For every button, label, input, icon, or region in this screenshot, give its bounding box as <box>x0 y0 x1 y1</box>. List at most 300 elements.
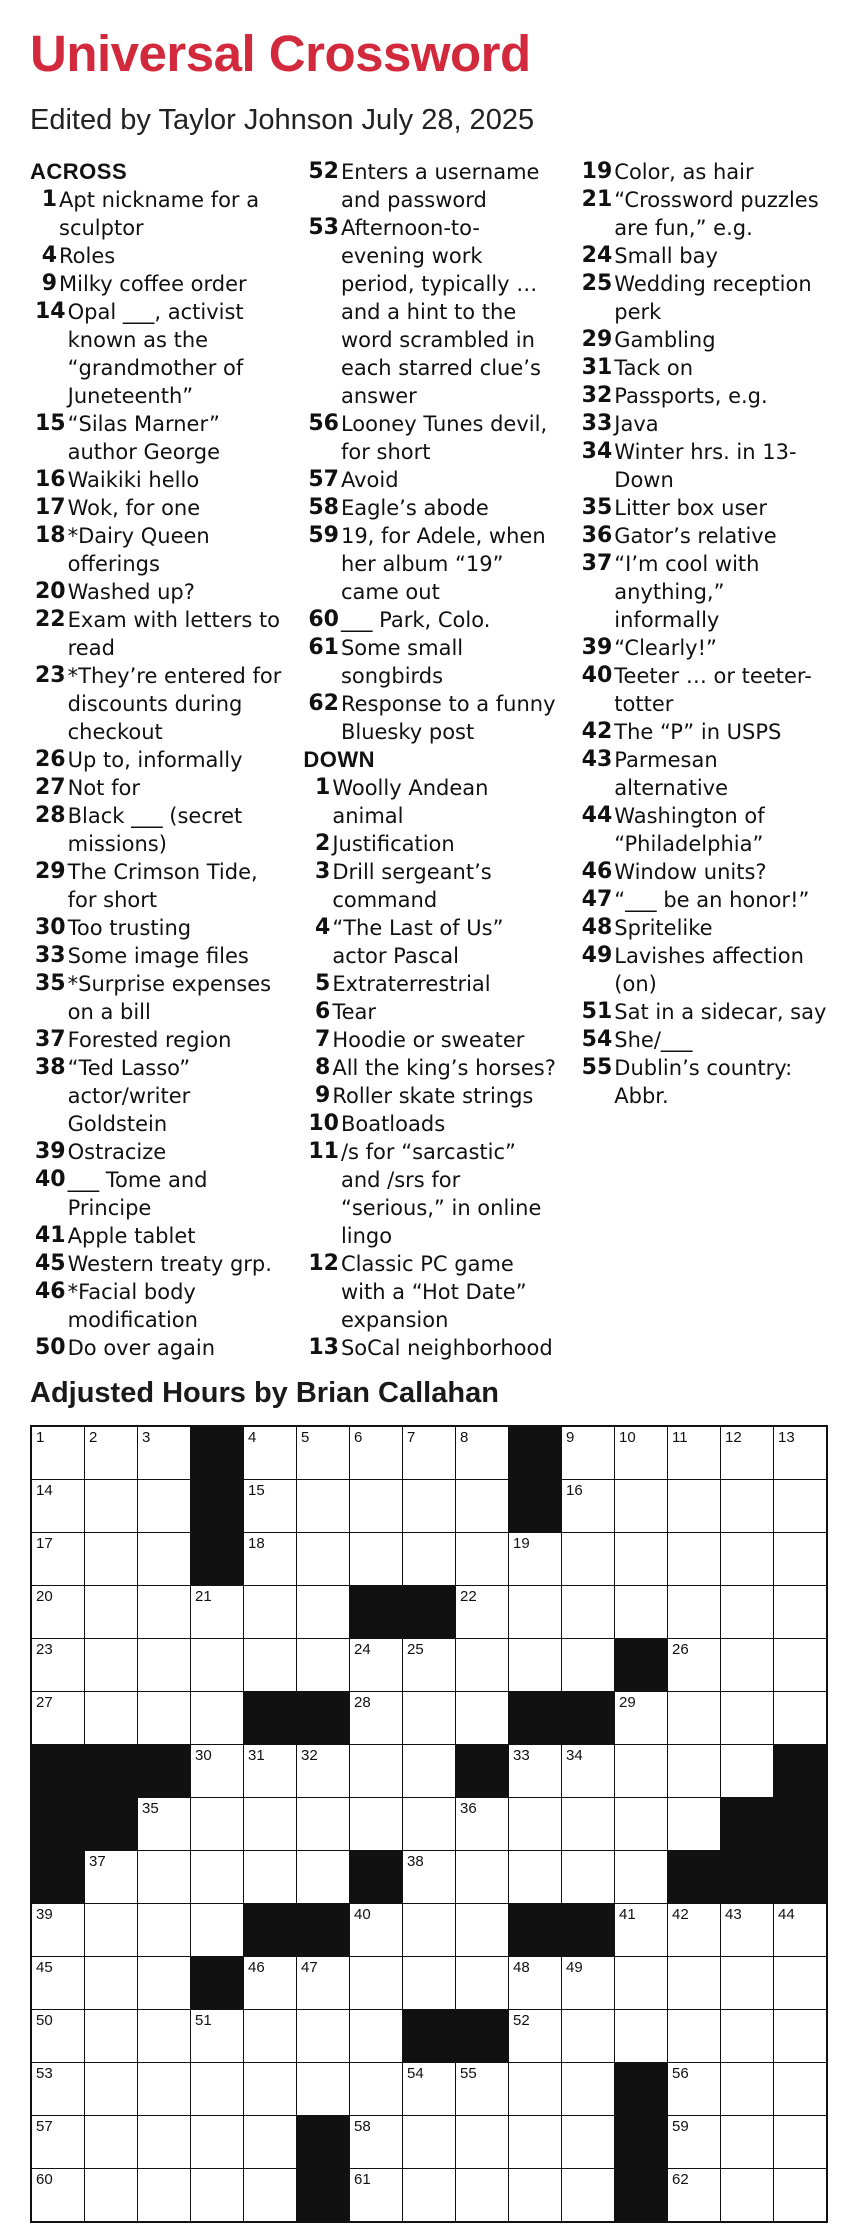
grid-cell[interactable] <box>668 2063 720 2115</box>
across-clue[interactable] <box>30 270 283 298</box>
grid-cell[interactable] <box>85 1586 137 1638</box>
grid-cell[interactable] <box>297 2010 349 2062</box>
grid-cell[interactable] <box>668 1586 720 1638</box>
grid-cell[interactable] <box>509 1798 561 1850</box>
grid-cell[interactable] <box>191 1586 243 1638</box>
grid-cell[interactable] <box>85 2116 137 2168</box>
grid-cell[interactable] <box>721 1480 773 1532</box>
grid-cell[interactable] <box>456 1427 508 1479</box>
down-clue[interactable] <box>577 858 830 886</box>
grid-cell[interactable] <box>350 2010 402 2062</box>
grid-cell[interactable] <box>350 1427 402 1479</box>
across-clue[interactable] <box>303 466 556 494</box>
across-clue[interactable] <box>30 914 283 942</box>
down-clue[interactable] <box>577 186 830 242</box>
grid-cell[interactable] <box>774 2063 826 2115</box>
grid-cell[interactable] <box>138 2010 190 2062</box>
grid-cell[interactable] <box>403 1745 455 1797</box>
clue-number: 2 <box>315 831 331 856</box>
grid-cell[interactable] <box>32 1480 84 1532</box>
across-clue[interactable] <box>30 522 283 578</box>
down-clue[interactable] <box>303 1334 556 1362</box>
clue-text: Extraterrestrial <box>332 972 491 996</box>
grid-cell[interactable] <box>138 1904 190 1956</box>
down-clue[interactable] <box>303 1054 556 1082</box>
grid-cell[interactable] <box>774 1957 826 2009</box>
grid-cell[interactable] <box>350 1745 402 1797</box>
across-clue[interactable] <box>30 1250 283 1278</box>
grid-cell[interactable] <box>32 1957 84 2009</box>
grid-cell[interactable] <box>562 1798 614 1850</box>
grid-cell[interactable] <box>615 1745 667 1797</box>
down-clue[interactable] <box>577 270 830 326</box>
clue-number: 41 <box>35 1223 66 1248</box>
grid-cell[interactable] <box>350 1957 402 2009</box>
grid-cell[interactable] <box>297 1533 349 1585</box>
grid-cell[interactable] <box>138 2169 190 2221</box>
grid-cell[interactable] <box>32 1427 84 1479</box>
grid-cell[interactable] <box>403 2169 455 2221</box>
across-clue[interactable] <box>303 214 556 410</box>
grid-cell[interactable] <box>721 2169 773 2221</box>
grid-cell[interactable] <box>191 1798 243 1850</box>
grid-cell[interactable] <box>456 2116 508 2168</box>
clue-number: 50 <box>35 1335 66 1360</box>
down-clue[interactable] <box>577 802 830 858</box>
clue-text: Wok, for one <box>67 496 201 520</box>
grid-cell[interactable] <box>721 1692 773 1744</box>
grid-cell[interactable] <box>456 2169 508 2221</box>
grid-cell[interactable] <box>403 1692 455 1744</box>
grid-cell[interactable] <box>509 1851 561 1903</box>
grid-cell[interactable] <box>32 2063 84 2115</box>
block-square <box>85 1745 137 1797</box>
grid-cell[interactable] <box>297 1586 349 1638</box>
grid-cell[interactable] <box>509 2063 561 2115</box>
clue-number: 29 <box>35 859 66 884</box>
grid-cell[interactable] <box>615 1798 667 1850</box>
down-clue[interactable] <box>303 1026 556 1054</box>
grid-cell[interactable] <box>244 1957 296 2009</box>
clue-number: 25 <box>581 271 613 296</box>
grid-cell[interactable] <box>403 2116 455 2168</box>
across-clue[interactable] <box>30 186 283 242</box>
grid-cell[interactable] <box>32 1533 84 1585</box>
grid-cell[interactable] <box>403 1904 455 1956</box>
down-clue[interactable] <box>577 158 830 186</box>
across-clue[interactable] <box>30 466 283 494</box>
grid-cell[interactable] <box>244 1427 296 1479</box>
across-clue[interactable] <box>30 1054 283 1138</box>
grid-cell[interactable] <box>774 1904 826 1956</box>
grid-cell[interactable] <box>509 1586 561 1638</box>
grid-cell[interactable] <box>191 1851 243 1903</box>
down-clue[interactable] <box>303 858 556 914</box>
down-clue[interactable] <box>577 634 830 662</box>
grid-cell[interactable] <box>85 1639 137 1691</box>
grid-cell[interactable] <box>509 1533 561 1585</box>
grid-cell[interactable] <box>562 1957 614 2009</box>
across-clue[interactable] <box>30 1278 283 1334</box>
grid-cell[interactable] <box>138 1480 190 1532</box>
clue-text: ___ Tome and Principe <box>67 1168 208 1220</box>
across-clue[interactable] <box>30 1334 283 1362</box>
grid-cell[interactable] <box>85 1851 137 1903</box>
grid-cell[interactable] <box>138 1639 190 1691</box>
grid-cell[interactable] <box>350 2169 402 2221</box>
clue-text: Teeter … or teeter-totter <box>614 664 812 716</box>
grid-cell[interactable] <box>350 1480 402 1532</box>
cell-number: 3 <box>142 1429 151 1446</box>
grid-cell[interactable] <box>668 1480 720 1532</box>
grid-cell[interactable] <box>32 1586 84 1638</box>
down-clue[interactable] <box>577 522 830 550</box>
cell-number: 54 <box>407 2065 424 2082</box>
down-clue[interactable] <box>577 410 830 438</box>
grid-cell[interactable] <box>244 1480 296 1532</box>
across-clue[interactable] <box>303 522 556 606</box>
across-clue[interactable] <box>303 690 556 746</box>
grid-cell[interactable] <box>562 2116 614 2168</box>
down-clue[interactable] <box>577 242 830 270</box>
grid-cell[interactable] <box>774 2169 826 2221</box>
cell-number: 26 <box>672 1641 689 1658</box>
grid-cell[interactable] <box>85 2169 137 2221</box>
down-clue[interactable] <box>577 746 830 802</box>
grid-cell[interactable] <box>562 1851 614 1903</box>
down-clue[interactable] <box>577 718 830 746</box>
down-clue[interactable] <box>303 970 556 998</box>
grid-cell[interactable] <box>509 2116 561 2168</box>
grid-cell[interactable] <box>668 2169 720 2221</box>
grid-cell[interactable] <box>668 1427 720 1479</box>
grid-cell[interactable] <box>721 1427 773 1479</box>
grid-cell[interactable] <box>403 1533 455 1585</box>
grid-cell[interactable] <box>721 1586 773 1638</box>
across-clue[interactable] <box>30 1138 283 1166</box>
grid-cell[interactable] <box>350 2063 402 2115</box>
across-clue[interactable] <box>30 662 283 746</box>
clue-number: 3 <box>315 859 331 884</box>
grid-cell[interactable] <box>138 1427 190 1479</box>
grid-cell[interactable] <box>85 1480 137 1532</box>
grid-cell[interactable] <box>138 2063 190 2115</box>
cell-number: 53 <box>36 2065 53 2082</box>
grid-cell[interactable] <box>297 1480 349 1532</box>
grid-cell[interactable] <box>721 2063 773 2115</box>
grid-cell[interactable] <box>668 1533 720 1585</box>
grid-cell[interactable] <box>85 1692 137 1744</box>
grid-cell[interactable] <box>350 1533 402 1585</box>
grid-cell[interactable] <box>138 1586 190 1638</box>
grid-cell[interactable] <box>85 2010 137 2062</box>
grid-cell[interactable] <box>721 1639 773 1691</box>
down-clue[interactable] <box>577 1026 830 1054</box>
down-clue[interactable] <box>303 1110 556 1138</box>
clue-number: 62 <box>308 691 339 716</box>
grid-cell[interactable] <box>456 1480 508 1532</box>
grid-cell[interactable] <box>774 2010 826 2062</box>
down-clue[interactable] <box>577 494 830 522</box>
grid-cell[interactable] <box>721 2116 773 2168</box>
grid-cell[interactable] <box>297 2063 349 2115</box>
grid-cell[interactable] <box>509 2169 561 2221</box>
grid-cell[interactable] <box>562 2169 614 2221</box>
grid-cell[interactable] <box>244 2169 296 2221</box>
block-square <box>509 1427 561 1479</box>
grid-cell[interactable] <box>721 2010 773 2062</box>
grid-cell[interactable] <box>138 2116 190 2168</box>
across-clue[interactable] <box>303 410 556 466</box>
grid-cell[interactable] <box>350 1692 402 1744</box>
block-square <box>721 1798 773 1850</box>
grid-cell[interactable] <box>562 1639 614 1691</box>
grid-cell[interactable] <box>244 1586 296 1638</box>
grid-cell[interactable] <box>297 1851 349 1903</box>
clue-number: 37 <box>35 1027 66 1052</box>
grid-cell[interactable] <box>615 1480 667 1532</box>
grid-cell[interactable] <box>350 2116 402 2168</box>
across-clue[interactable] <box>30 410 283 466</box>
grid-cell[interactable] <box>85 1904 137 1956</box>
down-clue[interactable] <box>577 550 830 634</box>
grid-cell[interactable] <box>244 2063 296 2115</box>
grid-cell[interactable] <box>615 1851 667 1903</box>
clue-text: Gator’s relative <box>614 524 777 548</box>
grid-cell[interactable] <box>350 1904 402 1956</box>
grid-cell[interactable] <box>721 1904 773 1956</box>
across-clue[interactable] <box>30 606 283 662</box>
grid-cell[interactable] <box>615 1692 667 1744</box>
down-clue[interactable] <box>303 1138 556 1250</box>
grid-cell[interactable] <box>297 1427 349 1479</box>
grid-cell[interactable] <box>191 1904 243 1956</box>
grid-cell[interactable] <box>721 1533 773 1585</box>
grid-cell[interactable] <box>615 2010 667 2062</box>
grid-cell[interactable] <box>138 1798 190 1850</box>
grid-cell[interactable] <box>668 1957 720 2009</box>
grid-cell[interactable] <box>668 2116 720 2168</box>
grid-cell[interactable] <box>32 1692 84 1744</box>
grid-cell[interactable] <box>774 1480 826 1532</box>
grid-cell[interactable] <box>403 2063 455 2115</box>
cell-number: 59 <box>672 2118 689 2135</box>
clue-number: 44 <box>581 803 613 828</box>
grid-cell[interactable] <box>32 1639 84 1691</box>
across-clue[interactable] <box>303 494 556 522</box>
down-clue[interactable] <box>303 998 556 1026</box>
grid-cell[interactable] <box>244 2010 296 2062</box>
clue-number: 39 <box>35 1139 66 1164</box>
clue-number: 30 <box>35 915 66 940</box>
grid-cell[interactable] <box>774 1639 826 1691</box>
grid-cell[interactable] <box>509 1957 561 2009</box>
across-clue[interactable] <box>30 746 283 774</box>
cell-number: 7 <box>407 1429 416 1446</box>
grid-cell[interactable] <box>138 1692 190 1744</box>
grid-cell[interactable] <box>297 1745 349 1797</box>
across-clue[interactable] <box>303 606 556 634</box>
grid-cell[interactable] <box>615 1957 667 2009</box>
grid-cell[interactable] <box>562 1745 614 1797</box>
down-clue[interactable] <box>303 1250 556 1334</box>
down-clue[interactable] <box>577 662 830 718</box>
grid-cell[interactable] <box>403 1427 455 1479</box>
across-clue[interactable] <box>30 1166 283 1222</box>
down-clue[interactable] <box>577 998 830 1026</box>
grid-cell[interactable] <box>32 2169 84 2221</box>
grid-cell[interactable] <box>191 1639 243 1691</box>
clue-text: “Crossword puzzles are fun,” e.g. <box>614 188 819 240</box>
grid-cell[interactable] <box>403 1851 455 1903</box>
down-clue[interactable] <box>577 438 830 494</box>
down-clue[interactable] <box>303 830 556 858</box>
grid-cell[interactable] <box>403 1480 455 1532</box>
down-clue[interactable] <box>577 914 830 942</box>
cell-number: 22 <box>460 1588 477 1605</box>
grid-cell[interactable] <box>350 1798 402 1850</box>
grid-cell[interactable] <box>244 1798 296 1850</box>
across-clue[interactable] <box>303 634 556 690</box>
across-clue[interactable] <box>303 158 556 214</box>
across-clue[interactable] <box>30 970 283 1026</box>
down-clue[interactable] <box>577 886 830 914</box>
grid-cell[interactable] <box>297 1639 349 1691</box>
down-clue[interactable] <box>577 326 830 354</box>
grid-cell[interactable] <box>562 1480 614 1532</box>
grid-cell[interactable] <box>191 1692 243 1744</box>
grid-cell[interactable] <box>138 1533 190 1585</box>
grid-cell[interactable] <box>85 1533 137 1585</box>
cell-number: 19 <box>513 1535 530 1552</box>
grid-cell[interactable] <box>774 2116 826 2168</box>
grid-cell[interactable] <box>32 1904 84 1956</box>
grid-cell[interactable] <box>244 1533 296 1585</box>
across-clue[interactable] <box>30 942 283 970</box>
grid-cell[interactable] <box>562 1533 614 1585</box>
grid-cell[interactable] <box>562 2063 614 2115</box>
grid-cell[interactable] <box>191 2063 243 2115</box>
across-clue[interactable] <box>30 298 283 410</box>
grid-cell[interactable] <box>85 2063 137 2115</box>
grid-cell[interactable] <box>615 1533 667 1585</box>
grid-cell[interactable] <box>456 1851 508 1903</box>
across-clue[interactable] <box>30 774 283 802</box>
grid-cell[interactable] <box>191 1745 243 1797</box>
grid-cell[interactable] <box>774 1533 826 1585</box>
grid-cell[interactable] <box>509 1745 561 1797</box>
grid-cell[interactable] <box>191 2116 243 2168</box>
clue-text: Do over again <box>67 1336 216 1360</box>
grid-cell[interactable] <box>615 1427 667 1479</box>
across-clue[interactable] <box>30 1026 283 1054</box>
across-clue[interactable] <box>30 242 283 270</box>
grid-cell[interactable] <box>668 1639 720 1691</box>
grid-cell[interactable] <box>562 1427 614 1479</box>
grid-cell[interactable] <box>85 1427 137 1479</box>
grid-cell[interactable] <box>456 1692 508 1744</box>
clue-number: 16 <box>35 467 66 492</box>
grid-cell[interactable] <box>509 1639 561 1691</box>
grid-cell[interactable] <box>456 1904 508 1956</box>
block-square <box>32 1745 84 1797</box>
block-square <box>297 1904 349 1956</box>
grid-cell[interactable] <box>138 1851 190 1903</box>
grid-cell[interactable] <box>456 1957 508 2009</box>
cell-number: 61 <box>354 2171 371 2188</box>
grid-cell[interactable] <box>456 1639 508 1691</box>
cell-number: 5 <box>301 1429 310 1446</box>
grid-cell[interactable] <box>32 2116 84 2168</box>
grid-cell[interactable] <box>244 2116 296 2168</box>
block-square <box>562 1692 614 1744</box>
down-clue[interactable] <box>303 1082 556 1110</box>
across-clue[interactable] <box>30 578 283 606</box>
grid-cell[interactable] <box>403 1957 455 2009</box>
across-clue[interactable] <box>30 858 283 914</box>
clue-text: Milky coffee order <box>59 272 247 296</box>
grid-cell[interactable] <box>562 1586 614 1638</box>
across-clue[interactable] <box>30 802 283 858</box>
block-square <box>615 2169 667 2221</box>
clue-text: Apt nickname for a sculptor <box>59 188 260 240</box>
grid-cell[interactable] <box>191 2010 243 2062</box>
clue-number: 10 <box>308 1111 339 1136</box>
grid-cell[interactable] <box>32 2010 84 2062</box>
grid-cell[interactable] <box>721 1745 773 1797</box>
grid-cell[interactable] <box>350 1639 402 1691</box>
clue-number: 32 <box>581 383 613 408</box>
grid-cell[interactable] <box>297 1957 349 2009</box>
grid-cell[interactable] <box>403 1639 455 1691</box>
grid-cell[interactable] <box>456 1798 508 1850</box>
grid-cell[interactable] <box>774 1692 826 1744</box>
across-clue[interactable] <box>30 1222 283 1250</box>
grid-cell[interactable] <box>774 1427 826 1479</box>
grid-cell[interactable] <box>138 1957 190 2009</box>
grid-cell[interactable] <box>509 2010 561 2062</box>
grid-cell[interactable] <box>403 1798 455 1850</box>
grid-cell[interactable] <box>456 1586 508 1638</box>
down-clue[interactable] <box>577 354 830 382</box>
grid-cell[interactable] <box>721 1957 773 2009</box>
grid-cell[interactable] <box>615 1586 667 1638</box>
down-clue[interactable] <box>303 914 556 970</box>
grid-cell[interactable] <box>191 2169 243 2221</box>
across-clue[interactable] <box>30 494 283 522</box>
down-clue[interactable] <box>577 1054 830 1110</box>
down-clue[interactable] <box>303 774 556 830</box>
grid-cell[interactable] <box>244 1639 296 1691</box>
down-clue[interactable] <box>577 942 830 998</box>
grid-cell[interactable] <box>668 1904 720 1956</box>
grid-cell[interactable] <box>615 1904 667 1956</box>
grid-cell[interactable] <box>774 1586 826 1638</box>
grid-cell[interactable] <box>668 1692 720 1744</box>
grid-cell[interactable] <box>244 1851 296 1903</box>
grid-cell[interactable] <box>668 2010 720 2062</box>
grid-cell[interactable] <box>668 1745 720 1797</box>
grid-cell[interactable] <box>85 1957 137 2009</box>
grid-cell[interactable] <box>562 2010 614 2062</box>
down-clue[interactable] <box>577 382 830 410</box>
clue-text: Java <box>614 412 659 436</box>
grid-cell[interactable] <box>297 1798 349 1850</box>
grid-cell[interactable] <box>668 1798 720 1850</box>
grid-cell[interactable] <box>244 1745 296 1797</box>
grid-cell[interactable] <box>456 2063 508 2115</box>
grid-cell[interactable] <box>456 1533 508 1585</box>
